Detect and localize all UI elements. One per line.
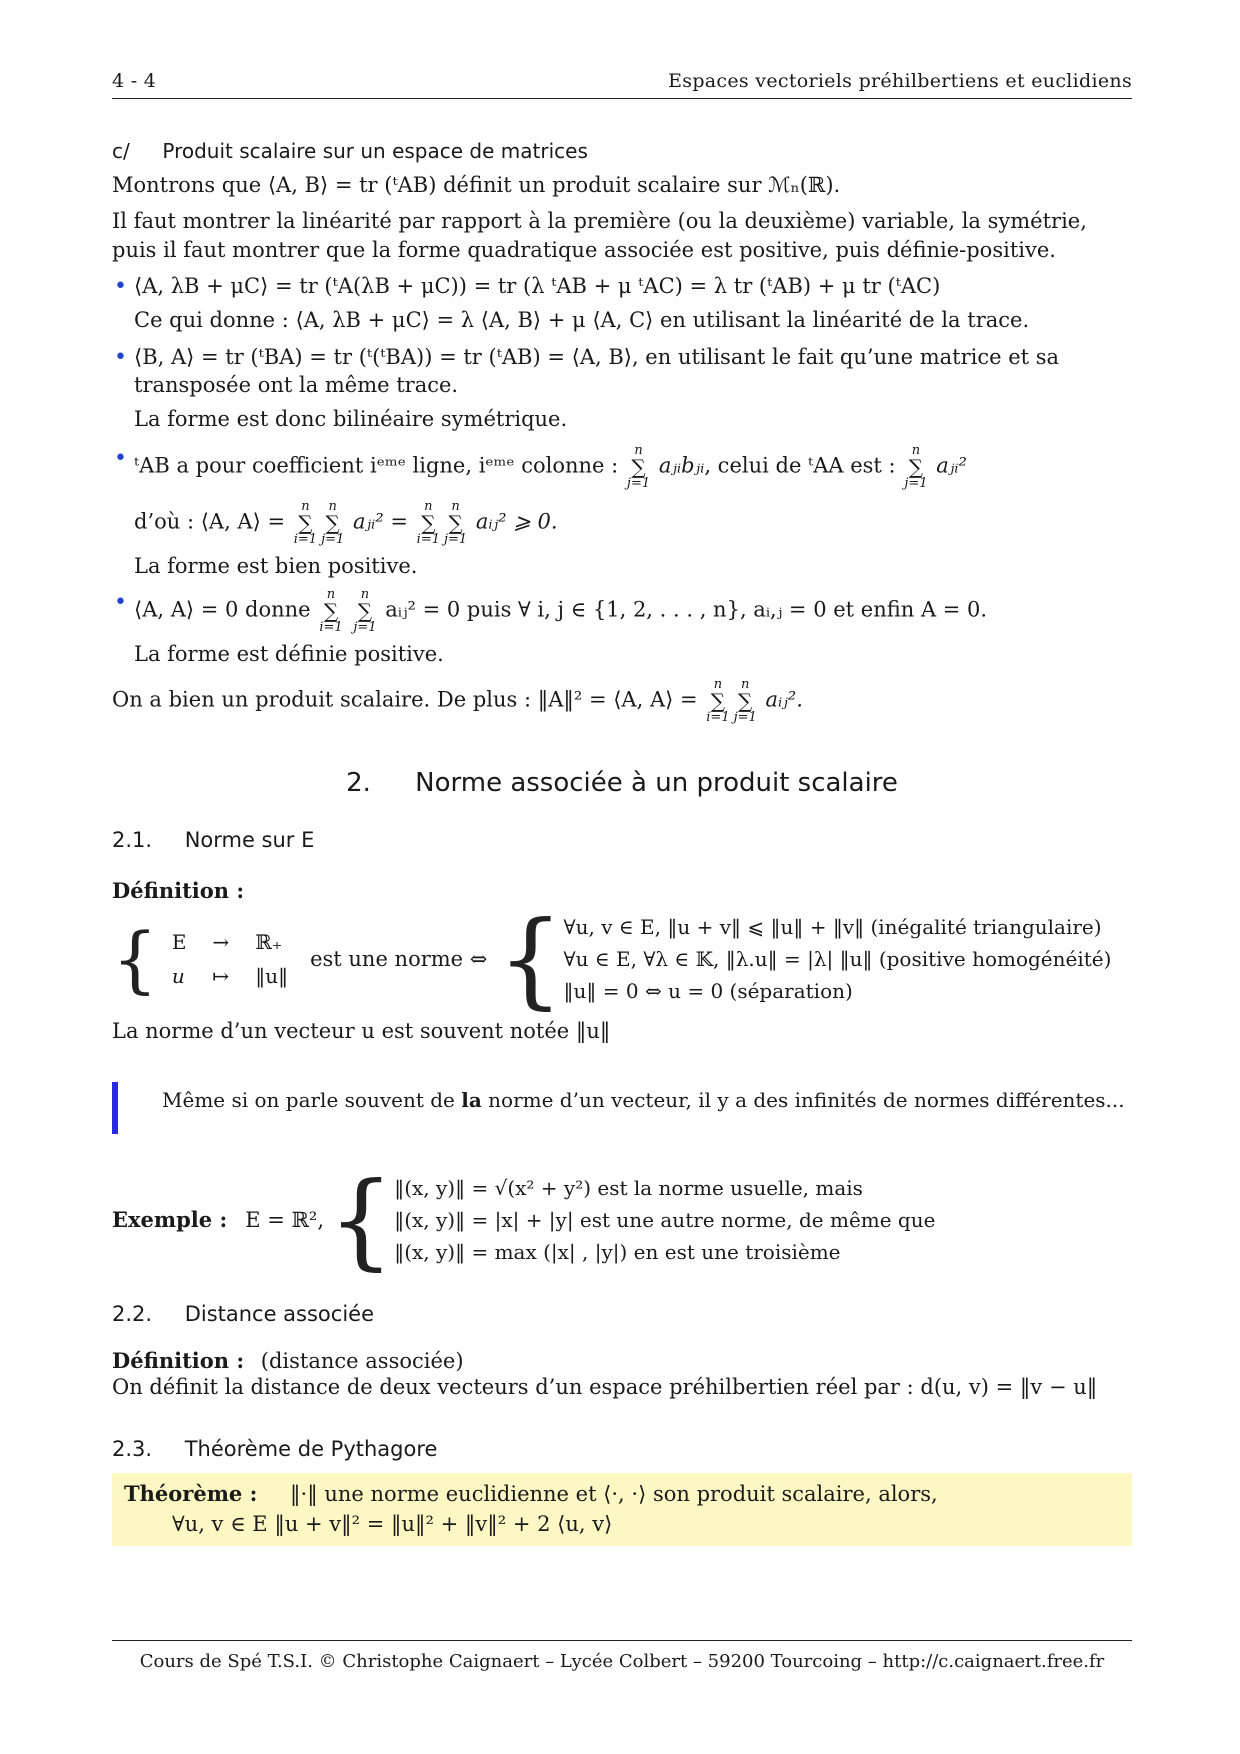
coefficient-text: ᵗAB a pour coefficient iᵉᵐᵉ ligne, iᵉᵐᵉ colonne : [134,453,619,478]
sum-sigma: ∑ [298,510,313,535]
remark-pre: Même si on parle souvent de [162,1087,462,1112]
example-space: E = ℝ², [245,1207,325,1232]
definiteness-prefix: ⟨A, A⟩ = 0 donne [134,597,311,622]
sum-sigma: ∑ [710,689,726,714]
derivation-eq: = [390,509,408,534]
sum-symbol-j [353,588,376,634]
sum-symbol-j [627,444,650,490]
sum-lower: j=1 [353,620,377,636]
subsection-2-2-heading [112,1302,1132,1326]
separation: ‖u‖ = 0 ⇔ u = 0 (séparation) [563,979,853,1004]
remark-box [112,1082,1132,1134]
sum-lower: i=1 [293,531,318,547]
sum-upper: n [741,677,750,693]
homogeneity: ∀u ∈ E, ∀λ ∈ 𝕂, ‖λ.u‖ = |λ| ‖u‖ (positive homogénéité) [563,947,1112,972]
sum-sigma: ∑ [908,454,924,479]
footer-text: Cours de Spé T.S.I. © Christophe Caignaert – Lycée Colbert – 59200 Tourcoing – http://c.caignaert.free.fr [139,1651,1105,1672]
remark-bold: la [461,1087,482,1112]
norm-definition-label: Définition : [112,878,245,904]
sum-lower: j=1 [444,531,468,547]
subsection-2-3-heading [112,1437,1132,1461]
page-footer [112,1640,1132,1672]
pythagoras-theorem [112,1473,1132,1546]
intro-method: Il faut montrer la linéarité par rapport à la première (ou la deuxième) variable, la symétrie, puis il faut montrer que la forme quadratique associée est positive, puis définie-positive. [112,209,1087,262]
page [112,70,1132,1546]
sum-upper: n [451,498,460,514]
chapter-title: Espaces vectoriels préhilbertiens et euclidiens [668,70,1132,92]
scalar-product-conclusion [112,678,1132,724]
sum-symbol-j [734,678,757,724]
sum-upper: n [326,587,336,603]
sum-symbol-j [444,500,467,546]
linearity-formula: ⟨A, λB + μC⟩ = tr (ᵗA(λB + μC)) = tr (λ ᵗAB + μ ᵗAC) = λ tr (ᵗAB) + μ tr (ᵗAC) [134,274,941,299]
map-codomain: ℝ₊ [255,930,283,955]
norm-mapping [158,924,302,994]
subsection-2-1-number: 2.1. [112,828,153,853]
sum-symbol-i [294,500,317,546]
is-norm-text: est une norme ⇔ [310,947,488,972]
left-brace: { [328,1158,395,1281]
bullet-definiteness [112,588,1132,634]
subsection-c-heading [112,139,1132,163]
sum-sigma: ∑ [738,689,753,714]
norm-notation: La norme d’un vecteur u est souvent notée ‖u‖ [112,1019,611,1044]
bullet-symmetry [112,343,1132,400]
intro-statement: Montrons que ⟨A, B⟩ = tr (ᵗAB) définit un produit scalaire sur ℳₙ(ℝ). [112,173,841,197]
sum-upper: n [911,442,921,458]
sum-symbol-i [417,500,440,546]
left-brace: { [497,898,564,1021]
sum-sigma: ∑ [325,510,340,535]
sum-sigma: ∑ [631,454,646,479]
symmetry-conclusion: La forme est donc bilinéaire symétrique. [134,407,568,432]
symmetry-formula: ⟨B, A⟩ = tr (ᵗBA) = tr (ᵗ(ᵗBA)) = tr (ᵗAB) = ⟨A, B⟩, en utilisant le fait qu’une matrice et sa transposée ont la même trace. [134,344,1060,398]
subsection-2-1-title: Norme sur E [184,828,315,853]
map-image: ‖u‖ [255,964,289,989]
sum-upper: n [713,677,723,693]
definiteness-conclusion: La forme est définie positive. [134,642,444,667]
sum-lower: i=1 [416,531,440,547]
conclusion-term: aᵢⱼ². [765,687,803,712]
norm-properties [564,911,1112,1007]
sum-sigma: ∑ [357,599,373,624]
example-euclidean: ‖(x, y)‖ = √(x² + y²) est la norme usuelle, mais [394,1175,863,1200]
sum-lower: i=1 [319,620,343,636]
bullet-linearity [112,272,1132,300]
sum-lower: j=1 [733,710,757,726]
sum-upper: n [424,498,433,514]
derivation-prefix: d’où : ⟨A, A⟩ = [134,509,286,534]
subsection-2-1-heading [112,828,1132,852]
sum-sigma: ∑ [421,510,436,535]
section-2-heading [112,768,1132,798]
theorem-hypothesis: ‖·‖ une norme euclidienne et ⟨·, ·⟩ son produit scalaire, alors, [290,1482,938,1507]
sum-sigma: ∑ [323,599,339,624]
subsection-2-3-title: Théorème de Pythagore [184,1437,438,1462]
definiteness-term: aᵢⱼ² = 0 puis ∀ i, j ∈ {1, 2, . . . , n}, aᵢ,ⱼ = 0 et enfin A = 0. [385,597,988,622]
norm-example [112,1158,1132,1281]
map-mapsto: ↦ [212,964,230,989]
distance-definition-title: (distance associée) [260,1348,464,1373]
example-norms [394,1172,935,1268]
triangle-inequality: ∀u, v ∈ E, ‖u + v‖ ⩽ ‖u‖ + ‖v‖ (inégalité triangulaire) [563,915,1102,940]
distance-definition [112,1348,1132,1401]
subsection-2-3-number: 2.3. [112,1437,153,1462]
sum-upper: n [328,498,337,514]
bullet-positivity [112,444,1132,490]
map-domain: E [171,930,187,955]
example-l1: ‖(x, y)‖ = |x| + |y| est une autre norme, de même que [394,1207,936,1232]
sum-upper: n [301,498,310,514]
derivation-term2: aᵢⱼ² ⩾ 0. [475,509,558,534]
sum-sigma: ∑ [448,510,463,535]
sum-symbol-i [706,678,729,724]
page-header [112,70,1132,99]
subsection-2-2-title: Distance associée [184,1301,375,1326]
sum-symbol-j [904,444,927,490]
theorem-label: Théorème : [124,1481,258,1507]
subsection-c-label: c/ [112,139,130,163]
sum-symbol-j [321,500,344,546]
distance-definition-label: Définition : [112,1347,245,1373]
section-2-number: 2. [346,768,371,799]
page-number: 4 - 4 [112,70,157,92]
section-2-title: Norme associée à un produit scalaire [415,768,898,799]
example-max: ‖(x, y)‖ = max (|x| , |y|) en est une troisième [394,1239,841,1264]
coefficient-mid: , celui de ᵗAA est : [704,453,896,478]
positivity-derivation [112,500,1132,546]
map-arrow: → [212,930,230,955]
sum-lower: j=1 [626,475,651,491]
map-variable: u [171,964,185,989]
example-label: Exemple : [112,1207,228,1233]
sum-lower: i=1 [706,710,730,726]
linearity-conclusion: Ce qui donne : ⟨A, λB + μC⟩ = λ ⟨A, B⟩ + μ ⟨A, C⟩ en utilisant la linéarité de la trace. [134,308,1030,333]
subsection-2-2-number: 2.2. [112,1301,153,1326]
norm-definition [112,898,1132,1021]
theorem-formula: ∀u, v ∈ E ‖u + v‖² = ‖u‖² + ‖v‖² + 2 ⟨u, v⟩ [172,1512,613,1537]
sum-lower: j=1 [321,531,345,547]
derivation-term1: aⱼᵢ² [352,509,384,534]
sum-lower: j=1 [904,475,928,491]
subsection-c-title: Produit scalaire sur un espace de matrices [162,139,588,163]
coefficient-term-aa: aⱼᵢ² [936,453,967,478]
sum-upper: n [634,442,643,458]
conclusion-prefix: On a bien un produit scalaire. De plus : ‖A‖² = ⟨A, A⟩ = [112,687,698,712]
coefficient-term: aⱼᵢbⱼᵢ [658,453,705,478]
left-brace: { [112,917,158,1002]
sum-upper: n [360,587,370,603]
positivity-conclusion: La forme est bien positive. [134,553,418,578]
sum-symbol-i [319,588,342,634]
theorem-line-1 [124,1481,1120,1506]
distance-definition-text: On définit la distance de deux vecteurs d’un espace préhilbertien réel par : d(u, v) = ‖v − u‖ [112,1374,1098,1399]
remark-post: norme d’un vecteur, il y a des infinités de normes différentes... [481,1087,1125,1112]
